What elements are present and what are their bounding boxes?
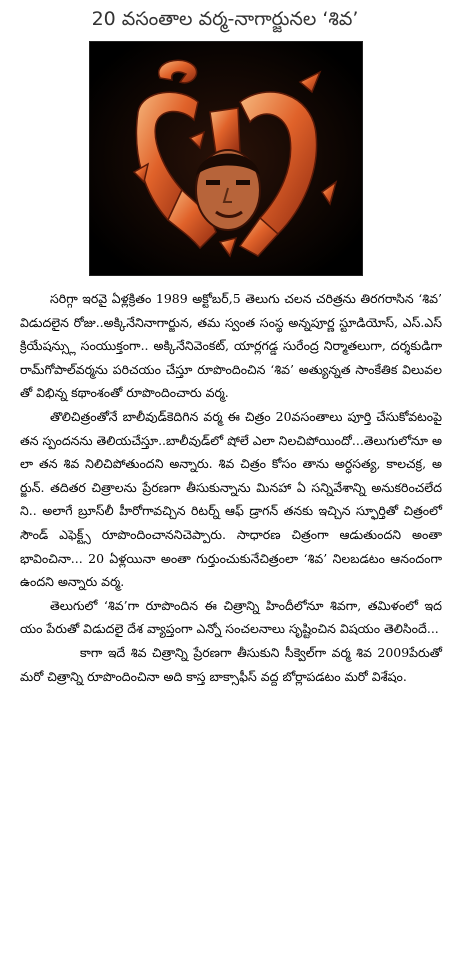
article-body <box>20 287 442 688</box>
hero-face <box>196 150 260 230</box>
article-paragraph-4: కాగా ఇదే శివ చిత్రాన్ని ప్రేరణగా తీసుకుని సీక్వెల్‌గా వర్మ శివ 2009పేరుతో మరో చిత్రాన్ని రూపొందించినా అది కాస్త బాక్సాఫీస్ వద్ద బోర్లాపడటం మరో విశేషం. <box>20 644 442 684</box>
page-title: 20 వసంతాల వర్మ-నాగార్జునల ‘శివ’ <box>91 8 359 30</box>
article-paragraph-3: తెలుగులో ‘శివ’గా రూపొందిన ఈ చిత్రాన్ని హిందీలోనూ శివగా, తమిళంలో ఇదయం పేరుతో విడుదలై దేశ వ్యాప్తంగా ఎన్నో సంచలనాలు సృష్టించిన విషయం తెలిసిందే... <box>20 597 442 637</box>
shiva-movie-poster <box>89 41 363 276</box>
article-paragraph-1: సరిగ్గా ఇరవై ఏళ్లక్రితం 1989 అక్టోబర్,5 తెలుగు చలన చరిత్రను తిరగరాసిన ‘శివ’ విడుదలైన రోజు..అక్కినేనినాగార్జున, తమ స్వంత సంస్థ అన్నపూర్ణ స్టూడియోస్, ఎస్.ఎస్ క్రియేషన్స్లు సంయుక్తంగా.. అక్కినేనివెంకట్, యార్లగడ్డ సురేంద్ర నిర్మాతలుగా, దర్శకుడిగా రామ్‌గోపాల్‌వర్మను పరిచయం చేస్తూ రూపొందించిన ‘శివ’ అత్యున్నత సాంకేతిక విలువలతో విభిన్న కథాంశంతో రూపొందించారు వర్మ. <box>20 291 442 401</box>
poster-art <box>90 42 362 275</box>
article-paragraph-2: తొలిచిత్రంతోనే బాలీవుడ్‌కెదిగిన వర్మ ఈ చిత్రం 20వసంతాలు పూర్తి చేసుకోవటంపై తన స్పందనను తెలియచేస్తూ..బాలీవుడ్‌లో షోలే ఎలా నిలచిపోయిందో...తెలుగులోనూ అలా తన శివ నిలిచిపోతుందని అన్నారు. శివ చిత్రం కోసం తాను అర్ధసత్య, కాలచక్ర, అర్జున్. తదితర చిత్రాలను ప్రేరణగా తీసుకున్నాను మినహా ఏ సన్నివేశాన్ని అనుకరించలేదని.. అలాగే బ్రూస్‌లీ హీరోగావచ్చిన రిటర్న్ ఆఫ్ డ్రాగన్ తనకు ఇచ్చిన స్ఫూర్తితో చిత్రంలో సౌండ్ ఎఫెక్ట్స్ రూపొందించానని‌చెప్పారు. సాధారణ చిత్రంగా ఆడుతుందని అంతా భావించినా... 20 ఏళ్లయినా అంతా గుర్తుంచుకునేచిత్రంలా ‘శివ’ నిలబడటం ఆనందంగా ఉందని అన్నారు వర్మ. <box>20 408 442 590</box>
